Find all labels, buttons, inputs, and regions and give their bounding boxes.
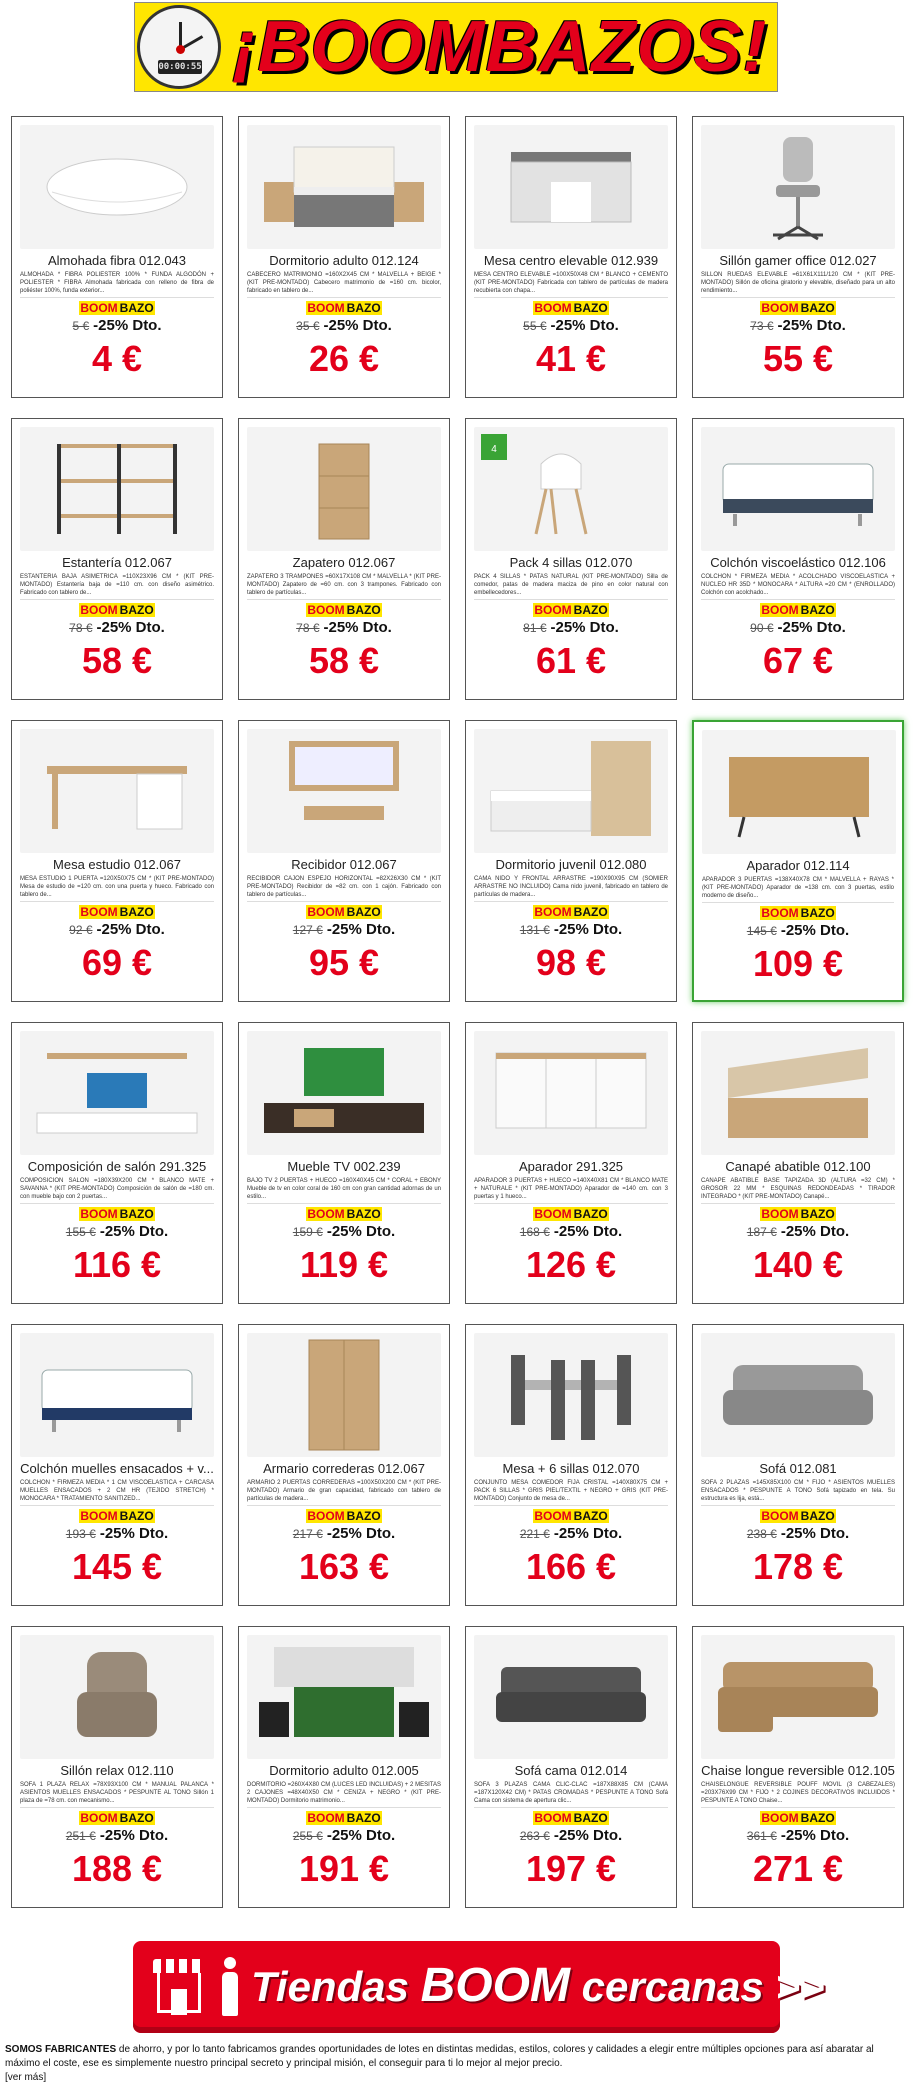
discount-line <box>239 1827 449 1845</box>
product-title[interactable]: Estantería 012.067 <box>62 555 172 570</box>
boombazo-badge: BOOM BAZO <box>534 301 608 315</box>
discount-line <box>693 317 903 335</box>
discount-line <box>466 1827 676 1845</box>
product-card[interactable] <box>11 1022 223 1304</box>
product-description: APARADOR 3 PUERTAS =138X40X78 CM * MALVELLA + RAYAS * (KIT PRE-MONTADO) Aparador de =138 cm. con 3 puertas, estilo moderno de diseño... <box>702 876 894 903</box>
product-image[interactable] <box>474 427 668 551</box>
product-description: SOFA 1 PLAZA RELAX =78X93X100 CM * MANUAL PALANCA * ASIENTOS MUELLES ENSACADOS * PESPUNTE AL TONO Sillón 1 plaza de =78 cm. con mecanismo... <box>20 1781 214 1808</box>
discount-label: -25% Dto. <box>780 1223 850 1240</box>
sale-price: 109 € <box>752 943 844 984</box>
old-price: 90 € <box>750 621 774 635</box>
boombazo-badge: BOOM BAZO <box>307 301 381 315</box>
person-icon <box>217 1957 243 2017</box>
discount-label: -25% Dto. <box>553 1223 623 1240</box>
sale-price: 191 € <box>298 1848 390 1889</box>
discount-label: -25% Dto. <box>553 921 623 938</box>
product-card[interactable] <box>692 1324 904 1606</box>
product-card[interactable] <box>465 720 677 1002</box>
product-image[interactable] <box>20 729 214 853</box>
old-price: 73 € <box>750 319 774 333</box>
discount-line <box>239 619 449 637</box>
product-image[interactable] <box>474 1333 668 1457</box>
boombazo-badge: BOOM BAZO <box>761 1207 835 1221</box>
discount-label: -25% Dto. <box>550 317 619 334</box>
product-card[interactable] <box>238 1324 450 1606</box>
old-price: 127 € <box>292 923 323 937</box>
product-card[interactable] <box>692 1022 904 1304</box>
product-title[interactable]: Sillón relax 012.110 <box>60 1763 174 1778</box>
product-image[interactable] <box>474 729 668 853</box>
discount-line <box>466 1223 676 1241</box>
boombazo-badge: BOOM BAZO <box>307 1509 381 1523</box>
sale-price: 58 € <box>308 640 380 681</box>
sale-price: 41 € <box>535 338 607 379</box>
discount-line <box>239 1525 449 1543</box>
discount-label: -25% Dto. <box>326 921 396 938</box>
boombazo-badge: BOOM BAZO <box>307 905 381 919</box>
discount-label: -25% Dto. <box>553 1525 623 1542</box>
discount-line <box>694 922 902 940</box>
product-card[interactable] <box>11 1626 223 1908</box>
sale-price: 69 € <box>81 942 153 983</box>
discount-label: -25% Dto. <box>777 317 846 334</box>
product-title[interactable]: Colchón muelles ensacados + v... <box>20 1461 214 1476</box>
product-description: MESA CENTRO ELEVABLE =100X50X48 CM * BLANCO + CEMENTO (KIT PRE-MONTADO) Fabricada con tablero de partículas de madera recubierta con chapa... <box>474 271 668 298</box>
product-title[interactable]: Mesa estudio 012.067 <box>53 857 181 872</box>
discount-line <box>12 921 222 939</box>
product-description: COLCHON * FIRMEZA MEDIA * 1 CM VISCOELASTICA + CARCASA MUELLES ENSACADOS + 2 CM HR (TEJIDO STRETCH) * MONOCARA * TRATAMIENTO SANITIZED... <box>20 1479 214 1506</box>
old-price: 92 € <box>69 923 93 937</box>
old-price: 168 € <box>519 1225 550 1239</box>
boombazo-badge: BOOM BAZO <box>80 301 154 315</box>
see-more-link[interactable]: [ver más] <box>5 2072 47 2083</box>
discount-line <box>693 619 903 637</box>
product-image[interactable] <box>702 730 896 854</box>
product-card[interactable] <box>238 418 450 700</box>
discount-label: -25% Dto. <box>780 1827 850 1844</box>
discount-label: -25% Dto. <box>780 1525 850 1542</box>
old-price: 217 € <box>292 1527 323 1541</box>
old-price: 159 € <box>292 1225 323 1239</box>
discount-label: -25% Dto. <box>780 922 850 939</box>
boombazo-badge: BOOM BAZO <box>534 1207 608 1221</box>
product-title[interactable]: Sillón gamer office 012.027 <box>719 253 877 268</box>
product-description: ARMARIO 2 PUERTAS CORREDERAS =100X50X200 CM * (KIT PRE-MONTADO) Armario de gran capacidad, fabricado con tablero de partículas de madera... <box>247 1479 441 1506</box>
product-card[interactable] <box>465 1022 677 1304</box>
product-description: SILLON RUEDAS ELEVABLE =61X61X111/120 CM * (KIT PRE-MONTADO) Sillón de oficina giratorio y elevable, diseñado para un alto rendimiento... <box>701 271 895 298</box>
old-price: 78 € <box>296 621 320 635</box>
discount-label: -25% Dto. <box>550 619 619 636</box>
product-image[interactable] <box>247 1333 441 1457</box>
product-card[interactable] <box>465 1626 677 1908</box>
product-image[interactable] <box>247 729 441 853</box>
boombazo-badge: BOOM BAZO <box>80 1207 154 1221</box>
product-image[interactable] <box>247 125 441 249</box>
product-card[interactable] <box>11 116 223 398</box>
discount-line <box>693 1525 903 1543</box>
product-card[interactable] <box>238 116 450 398</box>
sale-price: 55 € <box>762 338 834 379</box>
product-title[interactable]: Dormitorio adulto 012.124 <box>269 253 419 268</box>
product-description: SOFA 2 PLAZAS =145X85X100 CM * FIJO * ASIENTOS MUELLES ENSACADOS * PESPUNTE A TONO Sofá tapizado en tela. Su estructura es lija, está... <box>701 1479 895 1506</box>
sale-price: 67 € <box>762 640 834 681</box>
product-card[interactable] <box>11 1324 223 1606</box>
product-description: CABECERO MATRIMONIO =160X2X45 CM * MALVELLA + BEIGE * (KIT PRE-MONTADO) Cabecero matrimonio de =160 cm. bicolor, fabricado en tablero de... <box>247 271 441 298</box>
boombazo-badge: BOOM BAZO <box>307 1207 381 1221</box>
discount-label: -25% Dto. <box>323 619 392 636</box>
product-title[interactable]: Aparador 291.325 <box>518 1159 624 1174</box>
old-price: 187 € <box>746 1225 777 1239</box>
boombazo-badge: BOOM BAZO <box>80 603 154 617</box>
product-description: APARADOR 3 PUERTAS + HUECO =140X40X81 CM * BLANCO MATE + NATURALE * (KIT PRE-MONTADO) Aparador de =140 cm. con 3 puertas y 1 hueco... <box>474 1177 668 1204</box>
product-description: ALMOHADA * FIBRA POLIESTER 100% * FUNDA ALGODÓN + POLIESTER * FIBRA Almohada fabricada con relleno de fibra de poliéster 100%, funda exterior... <box>20 271 214 298</box>
sale-price: 178 € <box>752 1546 844 1587</box>
product-card[interactable] <box>692 1626 904 1908</box>
sale-price: 116 € <box>72 1244 162 1285</box>
product-card[interactable] <box>238 1626 450 1908</box>
discount-line <box>12 1223 222 1241</box>
product-image[interactable] <box>474 1031 668 1155</box>
product-title[interactable]: Dormitorio juvenil 012.080 <box>495 857 647 872</box>
store-icon <box>153 1959 205 2015</box>
old-price: 145 € <box>746 924 777 938</box>
boombazo-badge: BOOM BAZO <box>307 603 381 617</box>
discount-label: -25% Dto. <box>99 1525 169 1542</box>
product-card[interactable] <box>692 418 904 700</box>
product-card[interactable] <box>465 116 677 398</box>
product-description: ESTANTERIA BAJA ASIMETRICA =110X23X96 CM * (KIT PRE-MONTADO) Estantería baja de =110 cm. con diseño asimétrico. Fabricado con tablero de... <box>20 573 214 600</box>
clock-icon <box>137 5 221 89</box>
product-title[interactable]: Armario correderas 012.067 <box>263 1461 425 1476</box>
nearby-stores-label: Tiendas BOOM cercanas >> <box>251 1959 825 2012</box>
boombazo-badge: BOOM BAZO <box>761 603 835 617</box>
product-grid <box>11 116 905 1908</box>
sale-price: 119 € <box>299 1244 389 1285</box>
footer-body: de ahorro, y por lo tanto fabricamos grandes oportunidades de lotes en distintas medidas, estilos, colores y calidades a elegir entre múltiples opciones para así abaratar al máximo el coste, ese es simplemente nuestro principal secreto y principal misión, el conseguir para ti lo mejor al mejor precio. <box>5 2044 874 2069</box>
discount-label: -25% Dto. <box>96 921 165 938</box>
sale-price: 163 € <box>298 1546 390 1587</box>
discount-label: -25% Dto. <box>96 619 165 636</box>
product-title[interactable]: Recibidor 012.067 <box>291 857 397 872</box>
boombazo-badge: BOOM BAZO <box>534 905 608 919</box>
discount-label: -25% Dto. <box>553 1827 623 1844</box>
product-title[interactable]: Mesa centro elevable 012.939 <box>483 253 659 268</box>
boombazo-badge: BOOM BAZO <box>534 603 608 617</box>
discount-line <box>12 317 222 335</box>
boombazo-badge: BOOM BAZO <box>80 905 154 919</box>
product-card[interactable] <box>465 1324 677 1606</box>
discount-line <box>466 317 676 335</box>
boombazo-badge: BOOM BAZO <box>761 301 835 315</box>
product-title[interactable]: Pack 4 sillas 012.070 <box>509 555 633 570</box>
old-price: 55 € <box>523 319 547 333</box>
product-title[interactable]: Chaise longue reversible 012.105 <box>701 1763 895 1778</box>
old-price: 251 € <box>65 1829 96 1843</box>
product-card[interactable] <box>692 720 904 1002</box>
old-price: 221 € <box>519 1527 550 1541</box>
sale-price: 140 € <box>752 1244 844 1285</box>
product-image[interactable] <box>20 1031 214 1155</box>
discount-line <box>466 619 676 637</box>
boombazos-banner[interactable] <box>134 2 778 92</box>
product-image[interactable] <box>474 1635 668 1759</box>
footer-text <box>5 2043 910 2085</box>
sale-price: 188 € <box>71 1848 163 1889</box>
product-description: CONJUNTO MESA COMEDOR FIJA CRISTAL =140X80X75 CM + PACK 6 SILLAS * GRIS PIEL/TEXTIL + NEGRO + GRIS (KIT PRE-MONTADO) Conjunto de mesa de... <box>474 1479 668 1506</box>
sale-price: 98 € <box>535 942 607 983</box>
discount-label: -25% Dto. <box>93 317 162 334</box>
product-image[interactable] <box>247 427 441 551</box>
product-description: DORMITORIO =260X4X80 CM (LUCES LED INCLUIDAS) + 2 MESITAS 2 CAJONES =48X40X50 CM * CENIZA + NEGRO * (KIT PRE-MONTADO) Dormitorio matrimonio... <box>247 1781 441 1808</box>
old-price: 35 € <box>296 319 320 333</box>
boombazo-badge: BOOM BAZO <box>307 1811 381 1825</box>
product-card[interactable] <box>11 720 223 1002</box>
product-title[interactable]: Sofá cama 012.014 <box>514 1763 628 1778</box>
discount-label: -25% Dto. <box>777 619 846 636</box>
discount-line <box>693 1223 903 1241</box>
product-description: MESA ESTUDIO 1 PUERTA =120X50X75 CM * (KIT PRE-MONTADO) Mesa de estudio de =120 cm. con una puerta y hueco. Fabricado con tablero de... <box>20 875 214 902</box>
product-description: COLCHON * FIRMEZA MEDIA * ACOLCHADO VISCOELASTICA + NUCLEO HR 35D * MONOCARA * ALTURA =20 CM * (ENROLLADO) Colchón con acolchado... <box>701 573 895 600</box>
sale-price: 61 € <box>535 640 607 681</box>
boombazo-badge: BOOM BAZO <box>80 1811 154 1825</box>
product-title[interactable]: Mueble TV 002.239 <box>287 1159 401 1174</box>
discount-line <box>239 1223 449 1241</box>
banner-title: ¡BOOMBAZOS! <box>232 7 768 87</box>
product-title[interactable]: Sofá 012.081 <box>759 1461 837 1476</box>
old-price: 255 € <box>292 1829 323 1843</box>
sale-price: 95 € <box>308 942 380 983</box>
discount-line <box>12 1827 222 1845</box>
product-title[interactable]: Zapatero 012.067 <box>292 555 396 570</box>
old-price: 155 € <box>65 1225 96 1239</box>
product-title[interactable]: Mesa + 6 sillas 012.070 <box>502 1461 640 1476</box>
discount-line <box>466 921 676 939</box>
discount-label: -25% Dto. <box>99 1827 169 1844</box>
product-image[interactable] <box>701 1031 895 1155</box>
product-description: COMPOSICION SALON =180X39X200 CM * BLANCO MATE + SAVANNA * (KIT PRE-MONTADO) Composición de salón de =180 cm. con mueble bajo con 2 puertas... <box>20 1177 214 1204</box>
discount-label: -25% Dto. <box>323 317 392 334</box>
old-price: 78 € <box>69 621 93 635</box>
boombazo-badge: BOOM BAZO <box>761 1811 835 1825</box>
sale-price: 145 € <box>71 1546 163 1587</box>
discount-line <box>239 921 449 939</box>
product-description: RECIBIDOR CAJON ESPEJO HORIZONTAL =82X26X30 CM * (KIT PRE-MONTADO) Recibidor de =82 cm. con 1 cajón. Fabricado con tablero de partículas... <box>247 875 441 902</box>
boombazo-badge: BOOM BAZO <box>534 1811 608 1825</box>
sale-price: 197 € <box>525 1848 617 1889</box>
discount-label: -25% Dto. <box>326 1525 396 1542</box>
product-image[interactable] <box>247 1031 441 1155</box>
sale-price: 126 € <box>525 1244 617 1285</box>
discount-label: -25% Dto. <box>99 1223 169 1240</box>
product-image[interactable] <box>20 427 214 551</box>
old-price: 193 € <box>65 1527 96 1541</box>
footer-bold: SOMOS FABRICANTES <box>5 2044 117 2055</box>
product-title[interactable]: Almohada fibra 012.043 <box>47 253 187 268</box>
product-image[interactable] <box>247 1635 441 1759</box>
product-card[interactable] <box>238 1022 450 1304</box>
discount-line <box>12 1525 222 1543</box>
sale-price: 58 € <box>81 640 153 681</box>
product-image[interactable] <box>701 427 895 551</box>
discount-label: -25% Dto. <box>326 1827 396 1844</box>
boombazo-badge: BOOM BAZO <box>761 906 835 920</box>
product-description: CAMA NIDO Y FRONTAL ARRASTRE =190X90X95 CM (SOMIER ARRASTRE NO INCLUIDO) Cama nido juvenil, fabricado en tablero de partículas de madera... <box>474 875 668 902</box>
sale-price: 271 € <box>752 1848 844 1889</box>
sale-price: 4 € <box>91 338 143 379</box>
product-description: ZAPATERO 3 TRAMPONES =60X17X108 CM * MALVELLA * (KIT PRE-MONTADO) Zapatero de =60 cm. con 3 trampones. Fabricado con tablero de partículas... <box>247 573 441 600</box>
product-image[interactable] <box>474 125 668 249</box>
discount-label: -25% Dto. <box>326 1223 396 1240</box>
boombazo-badge: BOOM BAZO <box>534 1509 608 1523</box>
svg-text:4: 4 <box>491 444 497 455</box>
product-image[interactable] <box>701 1635 895 1759</box>
old-price: 5 € <box>72 319 90 333</box>
old-price: 131 € <box>519 923 550 937</box>
product-card[interactable] <box>11 418 223 700</box>
old-price: 263 € <box>519 1829 550 1843</box>
product-title[interactable]: Aparador 012.114 <box>746 858 850 873</box>
boombazo-badge: BOOM BAZO <box>80 1509 154 1523</box>
product-card[interactable] <box>692 116 904 398</box>
product-description: SOFA 3 PLAZAS CAMA CLIC-CLAC =187X88X85 CM (CAMA =187X120X42 CM) * PATAS CROMADAS * PESPUNTE A TONO Sofá Cama con sistema de apertura clic... <box>474 1781 668 1808</box>
product-description: BAJO TV 2 PUERTAS + HUECO =160X40X45 CM * CORAL + EBONY Mueble de tv en color coral de 160 cm con gran cantidad adornas de un estilo... <box>247 1177 441 1204</box>
product-title[interactable]: Composición de salón 291.325 <box>27 1159 207 1174</box>
product-card[interactable] <box>465 418 677 700</box>
discount-line <box>466 1525 676 1543</box>
nearby-stores-button[interactable] <box>133 1941 825 2033</box>
product-image[interactable] <box>20 1333 214 1457</box>
product-image[interactable] <box>701 125 895 249</box>
product-card[interactable] <box>238 720 450 1002</box>
product-title[interactable]: Colchón viscoelástico 012.106 <box>710 555 886 570</box>
old-price: 361 € <box>746 1829 777 1843</box>
boombazo-badge: BOOM BAZO <box>761 1509 835 1523</box>
discount-line <box>12 619 222 637</box>
old-price: 81 € <box>523 621 547 635</box>
sale-price: 26 € <box>308 338 380 379</box>
product-image[interactable] <box>20 125 214 249</box>
product-description: CANAPE ABATIBLE BASE TAPIZADA 3D (ALTURA =32 CM) * GROSOR 22 MM * ESQUINAS REDONDEADAS * TIRADOR INTEGRADO * (KIT PRE-MONTADO) Canapé... <box>701 1177 895 1204</box>
product-image[interactable] <box>701 1333 895 1457</box>
discount-line <box>693 1827 903 1845</box>
clock-digital-display: 00:00:55 <box>158 62 202 72</box>
product-title[interactable]: Dormitorio adulto 012.005 <box>269 1763 419 1778</box>
sale-price: 166 € <box>525 1546 617 1587</box>
product-description: PACK 4 SILLAS * PATAS NATURAL (KIT PRE-MONTADO) Silla de comedor, patas de madera maciza de pino en color natural con embellecedores... <box>474 573 668 600</box>
product-image[interactable] <box>20 1635 214 1759</box>
product-description: CHAISELONGUE REVERSIBLE POUFF MOVIL (3 CABEZALES) =203X76X99 CM * FIJO * 2 COJINES DECORATIVOS INCLUIDOS * PESPUNTE A TONO Chaise... <box>701 1781 895 1808</box>
old-price: 238 € <box>746 1527 777 1541</box>
discount-line <box>239 317 449 335</box>
product-title[interactable]: Canapé abatible 012.100 <box>725 1159 871 1174</box>
